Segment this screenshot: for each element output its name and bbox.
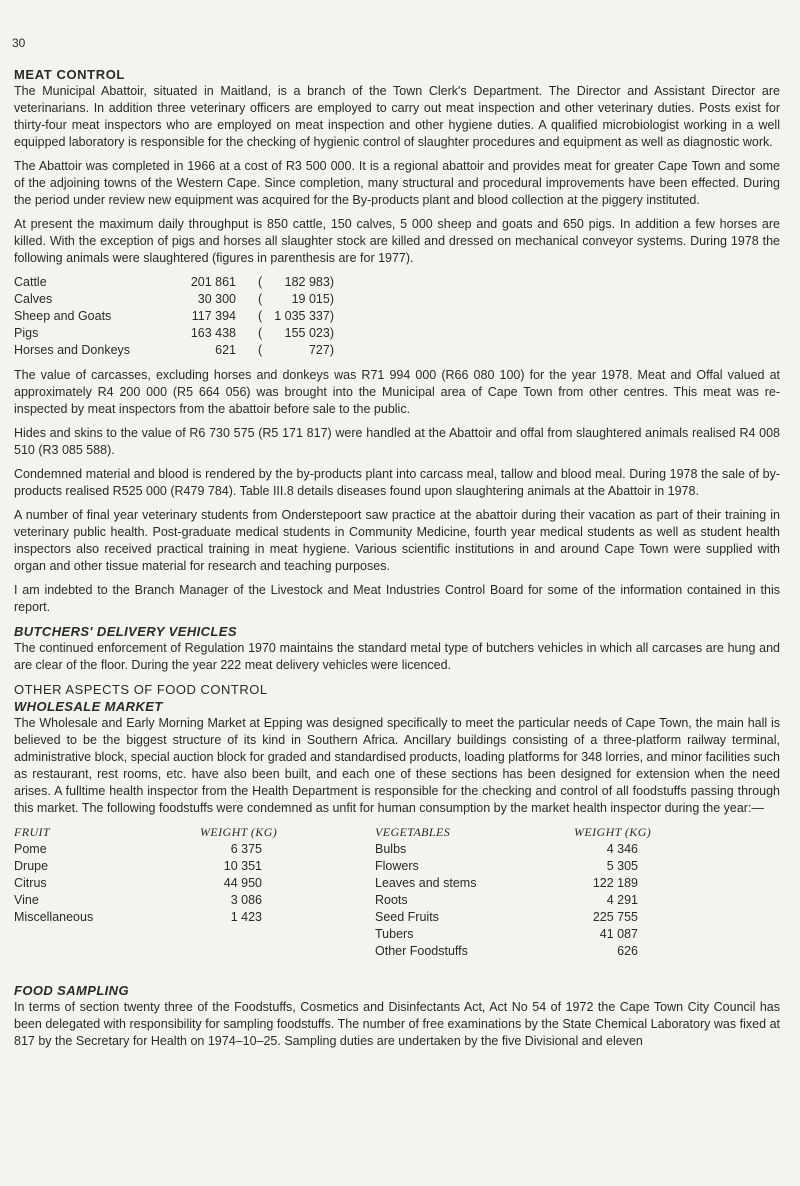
fruit-weights-column xyxy=(200,841,262,926)
previous-year-count: 727) xyxy=(308,343,334,357)
vegetable-weight: 4 346 xyxy=(606,842,638,856)
butchers-vehicles-heading: BUTCHERS' DELIVERY VEHICLES xyxy=(14,624,237,639)
paragraph: The Abattoir was completed in 1966 at a cost of R3 500 000. It is a regional abattoir and provides meat for greater Cape Town and some of the adjoining towns of the Western Cape. Since completion, many structural and procedural improvements have been effected. During the period under review new equipment was acquired for the By-products plant and blood collection at the piggery instituted. xyxy=(14,159,780,207)
fruit-name: Drupe xyxy=(14,859,49,873)
fruit-weight: 1 423 xyxy=(230,910,262,924)
vegetable-weight: 5 305 xyxy=(606,859,638,873)
animal-name: Cattle xyxy=(14,275,47,289)
vegetable-weight: 41 087 xyxy=(599,927,638,941)
animal-name: Sheep and Goats xyxy=(14,309,112,323)
fruit-name: Citrus xyxy=(14,876,47,890)
fruit-name: Vine xyxy=(14,893,39,907)
fruit-weight-header: WEIGHT (KG) xyxy=(200,825,278,839)
previous-year-count: 182 983) xyxy=(284,275,334,289)
animal-count: 30 300 xyxy=(197,292,236,306)
fruit-weight: 6 375 xyxy=(230,842,262,856)
paragraph: Hides and skins to the value of R6 730 575 (R5 171 817) were handled at the Abattoir and offal from slaughtered animals realised R4 008 510 (R3 085 588). xyxy=(14,426,780,457)
vegetable-weight: 122 189 xyxy=(592,876,638,890)
animal-count: 621 xyxy=(215,343,236,357)
vegetable-name: Bulbs xyxy=(375,842,407,856)
animal-name: Pigs xyxy=(14,326,39,340)
other-aspects-heading: OTHER ASPECTS OF FOOD CONTROL xyxy=(14,682,268,697)
paragraph: Condemned material and blood is rendered by the by-products plant into carcass meal, tallow and blood meal. During 1978 the sale of by-products realised R525 000 (R479 784). Table III.8 details diseases found upon slaughtering animals at the Abattoir in 1978. xyxy=(14,467,780,498)
condemned-foodstuffs-table xyxy=(14,824,780,982)
fruit-weight: 44 950 xyxy=(223,876,262,890)
table-row: Cattle 201 861 ( 182 983) xyxy=(14,275,334,289)
fruit-names-column xyxy=(14,824,154,926)
page-number: 30 xyxy=(12,36,26,50)
vegetable-names-column xyxy=(375,824,535,960)
table-row: Horses and Donkeys 621 ( 727) xyxy=(14,343,334,357)
vegetable-weight-header: WEIGHT (KG) xyxy=(574,825,652,839)
meat-control-heading: MEAT CONTROL xyxy=(14,67,125,82)
paragraph: A number of final year veterinary students from Onderstepoort saw practice at the abattoir during their vacation as part of their training in veterinary public health. Post-graduate medical students in Community Medicine, fourth year medical students as well as student health inspectors also received practical training in meat hygiene. Various scientific institutions in and around Cape Town were supplied with organ and other tissue material for research and teaching purposes. xyxy=(14,508,780,573)
fruit-weight: 3 086 xyxy=(230,893,262,907)
food-sampling-heading: FOOD SAMPLING xyxy=(14,983,129,998)
slaughter-table xyxy=(14,274,358,359)
animal-count: 163 438 xyxy=(190,326,236,340)
paragraph: I am indebted to the Branch Manager of the Livestock and Meat Industries Control Board for some of the information contained in this report. xyxy=(14,583,780,614)
vegetable-name: Roots xyxy=(375,893,408,907)
vegetable-name: Other Foodstuffs xyxy=(375,944,468,958)
wholesale-market-heading: WHOLESALE MARKET xyxy=(14,699,163,714)
vegetable-weight: 225 755 xyxy=(592,910,638,924)
paragraph: In terms of section twenty three of the Foodstuffs, Cosmetics and Disinfectants Act, Act No 54 of 1972 the Cape Town City Council has been delegated with responsibility for sampling foodstuffs. The number of free examinations by the State Chemical Laboratory was fixed at 817 by the Secretary for Health on 1974–10–25. Sampling duties are undertaken by the five Divisional and eleven xyxy=(14,1000,780,1048)
table-row: Sheep and Goats 117 394 ( 1 035 337) xyxy=(14,309,334,323)
previous-year-count: 19 015) xyxy=(291,292,334,306)
vegetable-name: Flowers xyxy=(375,859,419,873)
previous-year-count: 1 035 337) xyxy=(274,309,334,323)
animal-name: Horses and Donkeys xyxy=(14,343,131,357)
vegetable-weights-column xyxy=(574,841,638,960)
vegetables-header: VEGETABLES xyxy=(375,825,451,839)
fruit-name: Miscellaneous xyxy=(14,910,94,924)
fruit-header: FRUIT xyxy=(14,825,50,839)
vegetable-name: Leaves and stems xyxy=(375,876,477,890)
previous-year-count: 155 023) xyxy=(284,326,334,340)
vegetable-weight: 626 xyxy=(617,944,638,958)
paragraph: At present the maximum daily throughput is 850 cattle, 150 calves, 5 000 sheep and goats and 650 pigs. In addition a few horses are killed. With the exception of pigs and horses all slaughter stock are killed and dressed on mechanical conveyor systems. During 1978 the following animals were slaughtered (figures in parenthesis are for 1977). xyxy=(14,217,780,265)
paragraph: The Wholesale and Early Morning Market at Epping was designed specifically to meet the particular needs of Cape Town, the main hall is believed to be the biggest structure of its kind in Southern Africa. Ancillary buildings consisting of a three-platform railway terminal, administrative block, special auction block for graded and standardised products, loading platforms for 348 lorries, and minor facilities such as restaurant, rest rooms, etc. have also been built, and each one of these sections has been designed for extension when the need arises. A fulltime health inspector from the Health Department is responsible for the checking and control of all foodstuffs passing through this market. The following foodstuffs were condemned as unfit for human consumption by the market health inspector during the year:— xyxy=(14,716,780,815)
fruit-weight-header-column xyxy=(200,824,290,841)
table-row: Calves 30 300 ( 19 015) xyxy=(14,292,334,306)
vegetable-weight-header-column xyxy=(574,824,674,841)
vegetable-weight: 4 291 xyxy=(606,893,638,907)
vegetable-name: Tubers xyxy=(375,927,414,941)
table-row: Pigs 163 438 ( 155 023) xyxy=(14,326,334,340)
paragraph: The continued enforcement of Regulation 1970 maintains the standard metal type of butchers vehicles in which all carcases are hung and are clear of the floor. During the year 222 meat delivery vehicles were licenced. xyxy=(14,641,780,672)
paragraph: The value of carcasses, excluding horses and donkeys was R71 994 000 (R66 080 100) for the year 1978. Meat and Offal valued at approximately R4 200 000 (R5 664 056) was brought into the Municipal area of Cape Town from other centres. This meat was re-inspected by meat inspectors from the abattoir before sale to the public. xyxy=(14,368,780,416)
animal-count: 201 861 xyxy=(190,275,236,289)
page-content xyxy=(14,66,780,1057)
animal-name: Calves xyxy=(14,292,53,306)
paragraph: The Municipal Abattoir, situated in Maitland, is a branch of the Town Clerk's Department. The Director and Assistant Director are veterinarians. In addition three veterinary officers are employed to carry out meat inspection and other veterinary duties. Posts exist for thirty-four meat inspectors who are employed on meat inspection and other hygiene duties. A qualified microbiologist working in a well equipped laboratory is responsible for the checking of hygienic control of slaughter procedures and equipment as well as diagnostic work. xyxy=(14,84,780,149)
fruit-name: Pome xyxy=(14,842,47,856)
vegetable-name: Seed Fruits xyxy=(375,910,439,924)
animal-count: 117 394 xyxy=(191,309,236,323)
fruit-weight: 10 351 xyxy=(223,859,262,873)
